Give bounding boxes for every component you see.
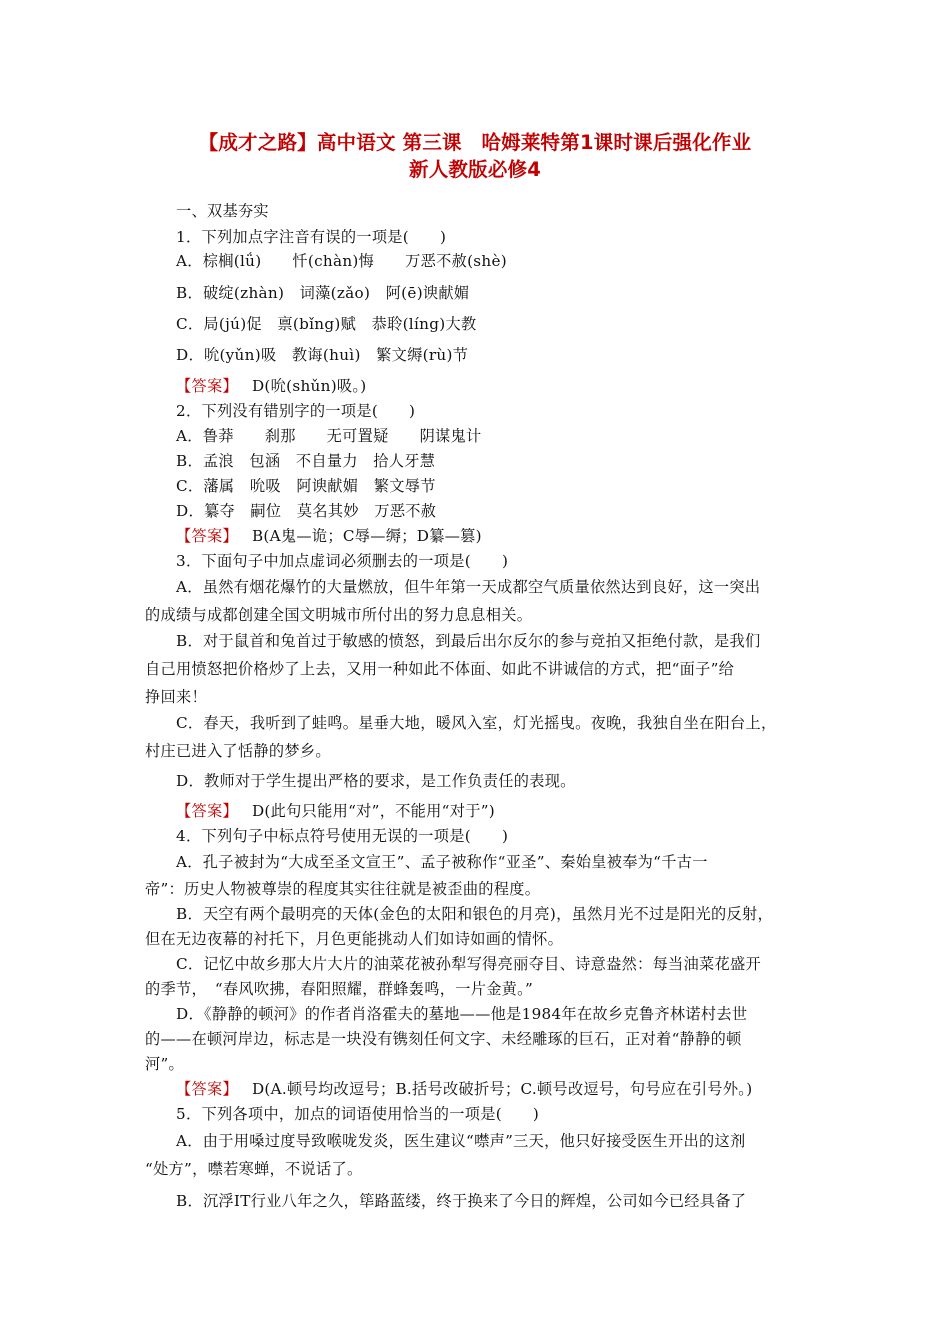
line-text: C．春天，我听到了蛙鸣。星垂大地，暖风入室，灯光摇曳。夜晚，我独自坐在阳台上，: [176, 714, 777, 732]
line-text: 的——在顿河岸边，标志是一块没有镌刻任何文字、未经雕琢的巨石，正对着“静静的顿: [145, 1030, 742, 1048]
line-text: A．棕榈(lǘ) 忏(chàn)悔 万恶不赦(shè): [176, 252, 507, 270]
answer-line: [176, 525, 482, 546]
text-line: [176, 200, 269, 221]
text-line: [176, 825, 508, 846]
line-text: B．对于鼠首和兔首过于敏感的愤怒，到最后出尔反尔的参与竞拍又拒绝付款，是我们: [176, 632, 761, 650]
answer-label: 【答案】: [176, 377, 238, 395]
line-text: C．藩属 吮吸 阿谀献媚 繁文辱节: [176, 477, 436, 495]
text-line: [145, 686, 207, 707]
text-line: [145, 740, 331, 761]
line-text: D．吮(yǔn)吸 教诲(huì) 繁文缛(rù)节: [176, 346, 469, 364]
line-text: 村庄已进入了恬静的梦乡。: [145, 742, 331, 760]
text-line: [176, 712, 776, 733]
line-text: D．纂夺 嗣位 莫名其妙 万恶不赦: [176, 502, 437, 520]
line-text: D(此句只能用“对”，不能用“对于”): [251, 802, 495, 820]
text-line: [176, 344, 468, 365]
text-line: [145, 1158, 362, 1179]
line-text: B．孟浪 包涵 不自量力 拾人牙慧: [176, 452, 436, 470]
line-text: C．局(jú)促 禀(bǐng)赋 恭聆(líng)大教: [176, 315, 477, 333]
text-line: [145, 658, 734, 679]
line-text: 2．下列没有错别字的一项是( ): [176, 402, 416, 420]
line-text: 河”。: [145, 1055, 185, 1073]
text-line: [176, 953, 761, 974]
text-line: [176, 282, 469, 303]
text-line: [176, 450, 435, 471]
text-line: [176, 576, 760, 597]
line-text: D．教师对于学生提出严格的要求，是工作负责任的表现。: [176, 772, 576, 790]
text-line: [176, 770, 576, 791]
line-text: 一、双基夯实: [176, 202, 269, 220]
line-text: B．沉浮IT行业八年之久，筚路蓝缕，终于换来了今日的辉煌，公司如今已经具备了: [176, 1192, 747, 1210]
line-text: D(A.顿号均改逗号；B.括号改破折号；C.顿号改逗号，句号应在引号外。): [251, 1080, 753, 1098]
text-line: [176, 1103, 539, 1124]
line-text: A．虽然有烟花爆竹的大量燃放，但牛年第一天成都空气质量依然达到良好，这一突出: [176, 578, 761, 596]
line-text: 的季节， “春风吹拂，春阳照耀，群蜂轰鸣，一片金黄。”: [145, 980, 534, 998]
text-line: [145, 1028, 742, 1049]
line-text: 挣回来！: [145, 688, 207, 706]
text-line: [176, 630, 761, 651]
text-line: [145, 878, 540, 899]
text-line: [176, 226, 446, 247]
line-text: 但在无边夜幕的衬托下，月色更能挑动人们如诗如画的情怀。: [145, 930, 564, 948]
line-text: 3．下面句子中加点虚词必须删去的一项是( ): [176, 552, 509, 570]
line-text: B．破绽(zhàn) 词藻(zǎo) 阿(ē)谀献媚: [176, 284, 470, 302]
document-title-line2: 新人教版必修4: [409, 158, 541, 181]
line-text: 5．下列各项中，加点的词语使用恰当的一项是( ): [176, 1105, 540, 1123]
text-line: [176, 1190, 746, 1211]
document-title-line1: 【成才之路】高中语文 第三课 哈姆莱特第1课时课后强化作业: [198, 131, 752, 154]
text-line: [145, 1053, 184, 1074]
text-line: [145, 928, 563, 949]
text-line: [176, 425, 482, 446]
line-text: B(A鬼—诡；C辱—缛；D纂—篡): [251, 527, 482, 545]
answer-line: [176, 800, 495, 821]
line-text: 4．下列句子中标点符号使用无误的一项是( ): [176, 827, 509, 845]
text-line: [176, 851, 708, 872]
line-text: A．鲁莽 刹那 无可置疑 阴谋鬼计: [176, 427, 482, 445]
text-line: [176, 400, 415, 421]
line-text: A．孔子被封为“大成至圣文宣王”、孟子被称作“亚圣”、秦始皇被奉为“千古一: [176, 853, 708, 871]
line-text: B．天空有两个最明亮的天体(金色的太阳和银色的月亮)，虽然月光不过是阳光的反射，: [176, 905, 773, 923]
text-line: [176, 500, 436, 521]
text-line: [176, 475, 436, 496]
text-line: [176, 903, 773, 924]
text-line: [145, 604, 532, 625]
answer-label: 【答案】: [176, 802, 238, 820]
line-text: “处方”，噤若寒蝉，不说话了。: [145, 1160, 363, 1178]
line-text: D．《静静的顿河》的作者肖洛霍夫的墓地——他是1984年在故乡克鲁齐林诺村去世: [176, 1005, 748, 1023]
text-line: [176, 250, 507, 271]
text-line: [176, 313, 476, 334]
line-text: D(吮(shǔn)吸。): [251, 377, 367, 395]
answer-label: 【答案】: [176, 527, 238, 545]
line-text: C．记忆中故乡那大片大片的油菜花被孙犁写得亮丽夺目、诗意盎然：每当油菜花盛开: [176, 955, 761, 973]
answer-label: 【答案】: [176, 1080, 238, 1098]
answer-line: [176, 375, 367, 396]
text-line: [176, 1003, 747, 1024]
text-line: [176, 550, 508, 571]
line-text: 帝”：历史人物被尊崇的程度其实往往就是被歪曲的程度。: [145, 880, 541, 898]
line-text: 1．下列加点字注音有误的一项是( ): [176, 228, 447, 246]
line-text: 的成绩与成都创建全国文明城市所付出的努力息息相关。: [145, 606, 533, 624]
line-text: 自己用愤怒把价格炒了上去，又用一种如此不体面、如此不讲诚信的方式，把“面子”给: [145, 660, 735, 678]
line-text: A．由于用嗓过度导致喉咙发炎，医生建议“噤声”三天，他只好接受医生开出的这剂: [176, 1132, 746, 1150]
answer-line: [176, 1078, 752, 1099]
text-line: [145, 978, 533, 999]
text-line: [176, 1130, 745, 1151]
